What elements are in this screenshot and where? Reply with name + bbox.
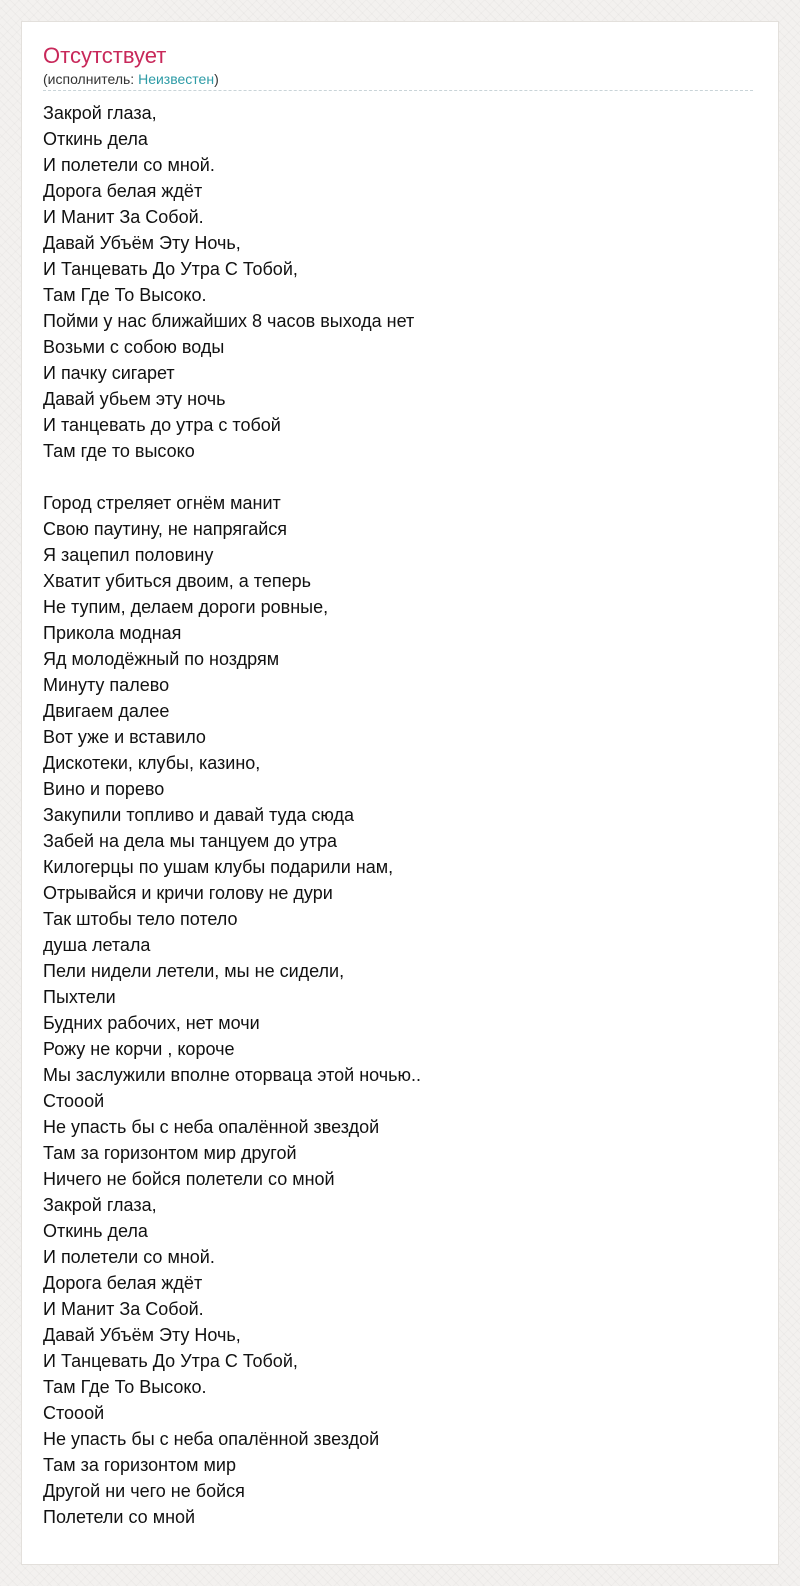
lyric-line: И Танцевать До Утра С Тобой, [43, 1351, 298, 1371]
lyric-line: Другой ни чего не бойся [43, 1481, 245, 1501]
lyrics-content [43, 42, 753, 1530]
lyric-line: Полетели со мной [43, 1507, 196, 1527]
lyrics-text [43, 100, 753, 1530]
artist-line [43, 70, 753, 91]
lyric-line: душа летала [43, 935, 151, 955]
lyric-line: Дорога белая ждёт [43, 1273, 203, 1293]
lyric-line: И Танцевать До Утра С Тобой, [43, 259, 298, 279]
lyric-line: Стооой [43, 1091, 105, 1111]
stanza-break [43, 464, 753, 490]
lyric-line: Пели нидели летели, мы не сидели, [43, 961, 345, 981]
lyric-line: Стооой [43, 1403, 105, 1423]
lyric-line: Будних рабочих, нет мочи [43, 1013, 260, 1033]
lyric-line: Давай убьем эту ночь [43, 389, 226, 409]
lyric-line: Я зацепил половину [43, 545, 214, 565]
lyric-line: И Манит За Собой. [43, 1299, 204, 1319]
artist-suffix: ) [214, 71, 219, 87]
lyric-line: Не упасть бы с неба опалённой звездой [43, 1117, 380, 1137]
lyric-line: Ничего не бойся полетели со мной [43, 1169, 335, 1189]
lyric-line: Минуту палево [43, 675, 170, 695]
lyric-line: Мы заслужили вполне оторваца этой ночью.. [43, 1065, 422, 1085]
lyric-line: И полетели со мной. [43, 1247, 215, 1267]
lyric-line: Дискотеки, клубы, казино, [43, 753, 261, 773]
lyric-line: Закупили топливо и давай туда сюда [43, 805, 355, 825]
lyric-line: Давай Убъём Эту Ночь, [43, 233, 241, 253]
lyric-line: Так штобы тело потело [43, 909, 238, 929]
lyric-line: Откинь дела [43, 1221, 148, 1241]
lyric-line: Прикола модная [43, 623, 182, 643]
lyrics-card [21, 21, 779, 1565]
lyric-line: Дорога белая ждёт [43, 181, 203, 201]
lyric-line: Пойми у нас ближайших 8 часов выхода нет [43, 311, 415, 331]
artist-link[interactable]: Неизвестен [138, 71, 215, 87]
lyric-line: И полетели со мной. [43, 155, 215, 175]
lyric-line: Рожу не корчи , короче [43, 1039, 235, 1059]
lyric-line: И пачку сигарет [43, 363, 175, 383]
lyric-line: Килогерцы по ушам клубы подарили нам, [43, 857, 394, 877]
lyric-line: Вино и порево [43, 779, 165, 799]
lyric-line: Там за горизонтом мир [43, 1455, 236, 1475]
lyric-line: И Манит За Собой. [43, 207, 204, 227]
lyric-line: Отрывайся и кричи голову не дури [43, 883, 333, 903]
lyric-line: Свою паутину, не напрягайся [43, 519, 288, 539]
lyric-line: Яд молодёжный по ноздрям [43, 649, 280, 669]
lyric-line: Город стреляет огнём манит [43, 493, 281, 513]
artist-prefix: (исполнитель: [43, 71, 139, 87]
lyric-line: Там за горизонтом мир другой [43, 1143, 297, 1163]
lyric-line: Не тупим, делаем дороги ровные, [43, 597, 329, 617]
lyric-line: Хватит убиться двоим, а теперь [43, 571, 311, 591]
lyric-line: Не упасть бы с неба опалённой звездой [43, 1429, 380, 1449]
lyric-line: Там Где То Высоко. [43, 285, 207, 305]
song-title: Отсутствует [43, 43, 167, 68]
lyric-line: Вот уже и вставило [43, 727, 206, 747]
lyric-line: Забей на дела мы танцуем до утра [43, 831, 338, 851]
lyric-line: Пыхтели [43, 987, 116, 1007]
lyric-line: Возьми с собою воды [43, 337, 225, 357]
lyric-line: Давай Убъём Эту Ночь, [43, 1325, 241, 1345]
lyric-line: Двигаем далее [43, 701, 170, 721]
lyric-line: Закрой глаза, [43, 1195, 157, 1215]
lyric-line: Там где то высоко [43, 441, 195, 461]
lyric-line: Там Где То Высоко. [43, 1377, 207, 1397]
lyric-line: Закрой глаза, [43, 103, 157, 123]
lyric-line: Откинь дела [43, 129, 148, 149]
lyric-line: И танцевать до утра с тобой [43, 415, 281, 435]
